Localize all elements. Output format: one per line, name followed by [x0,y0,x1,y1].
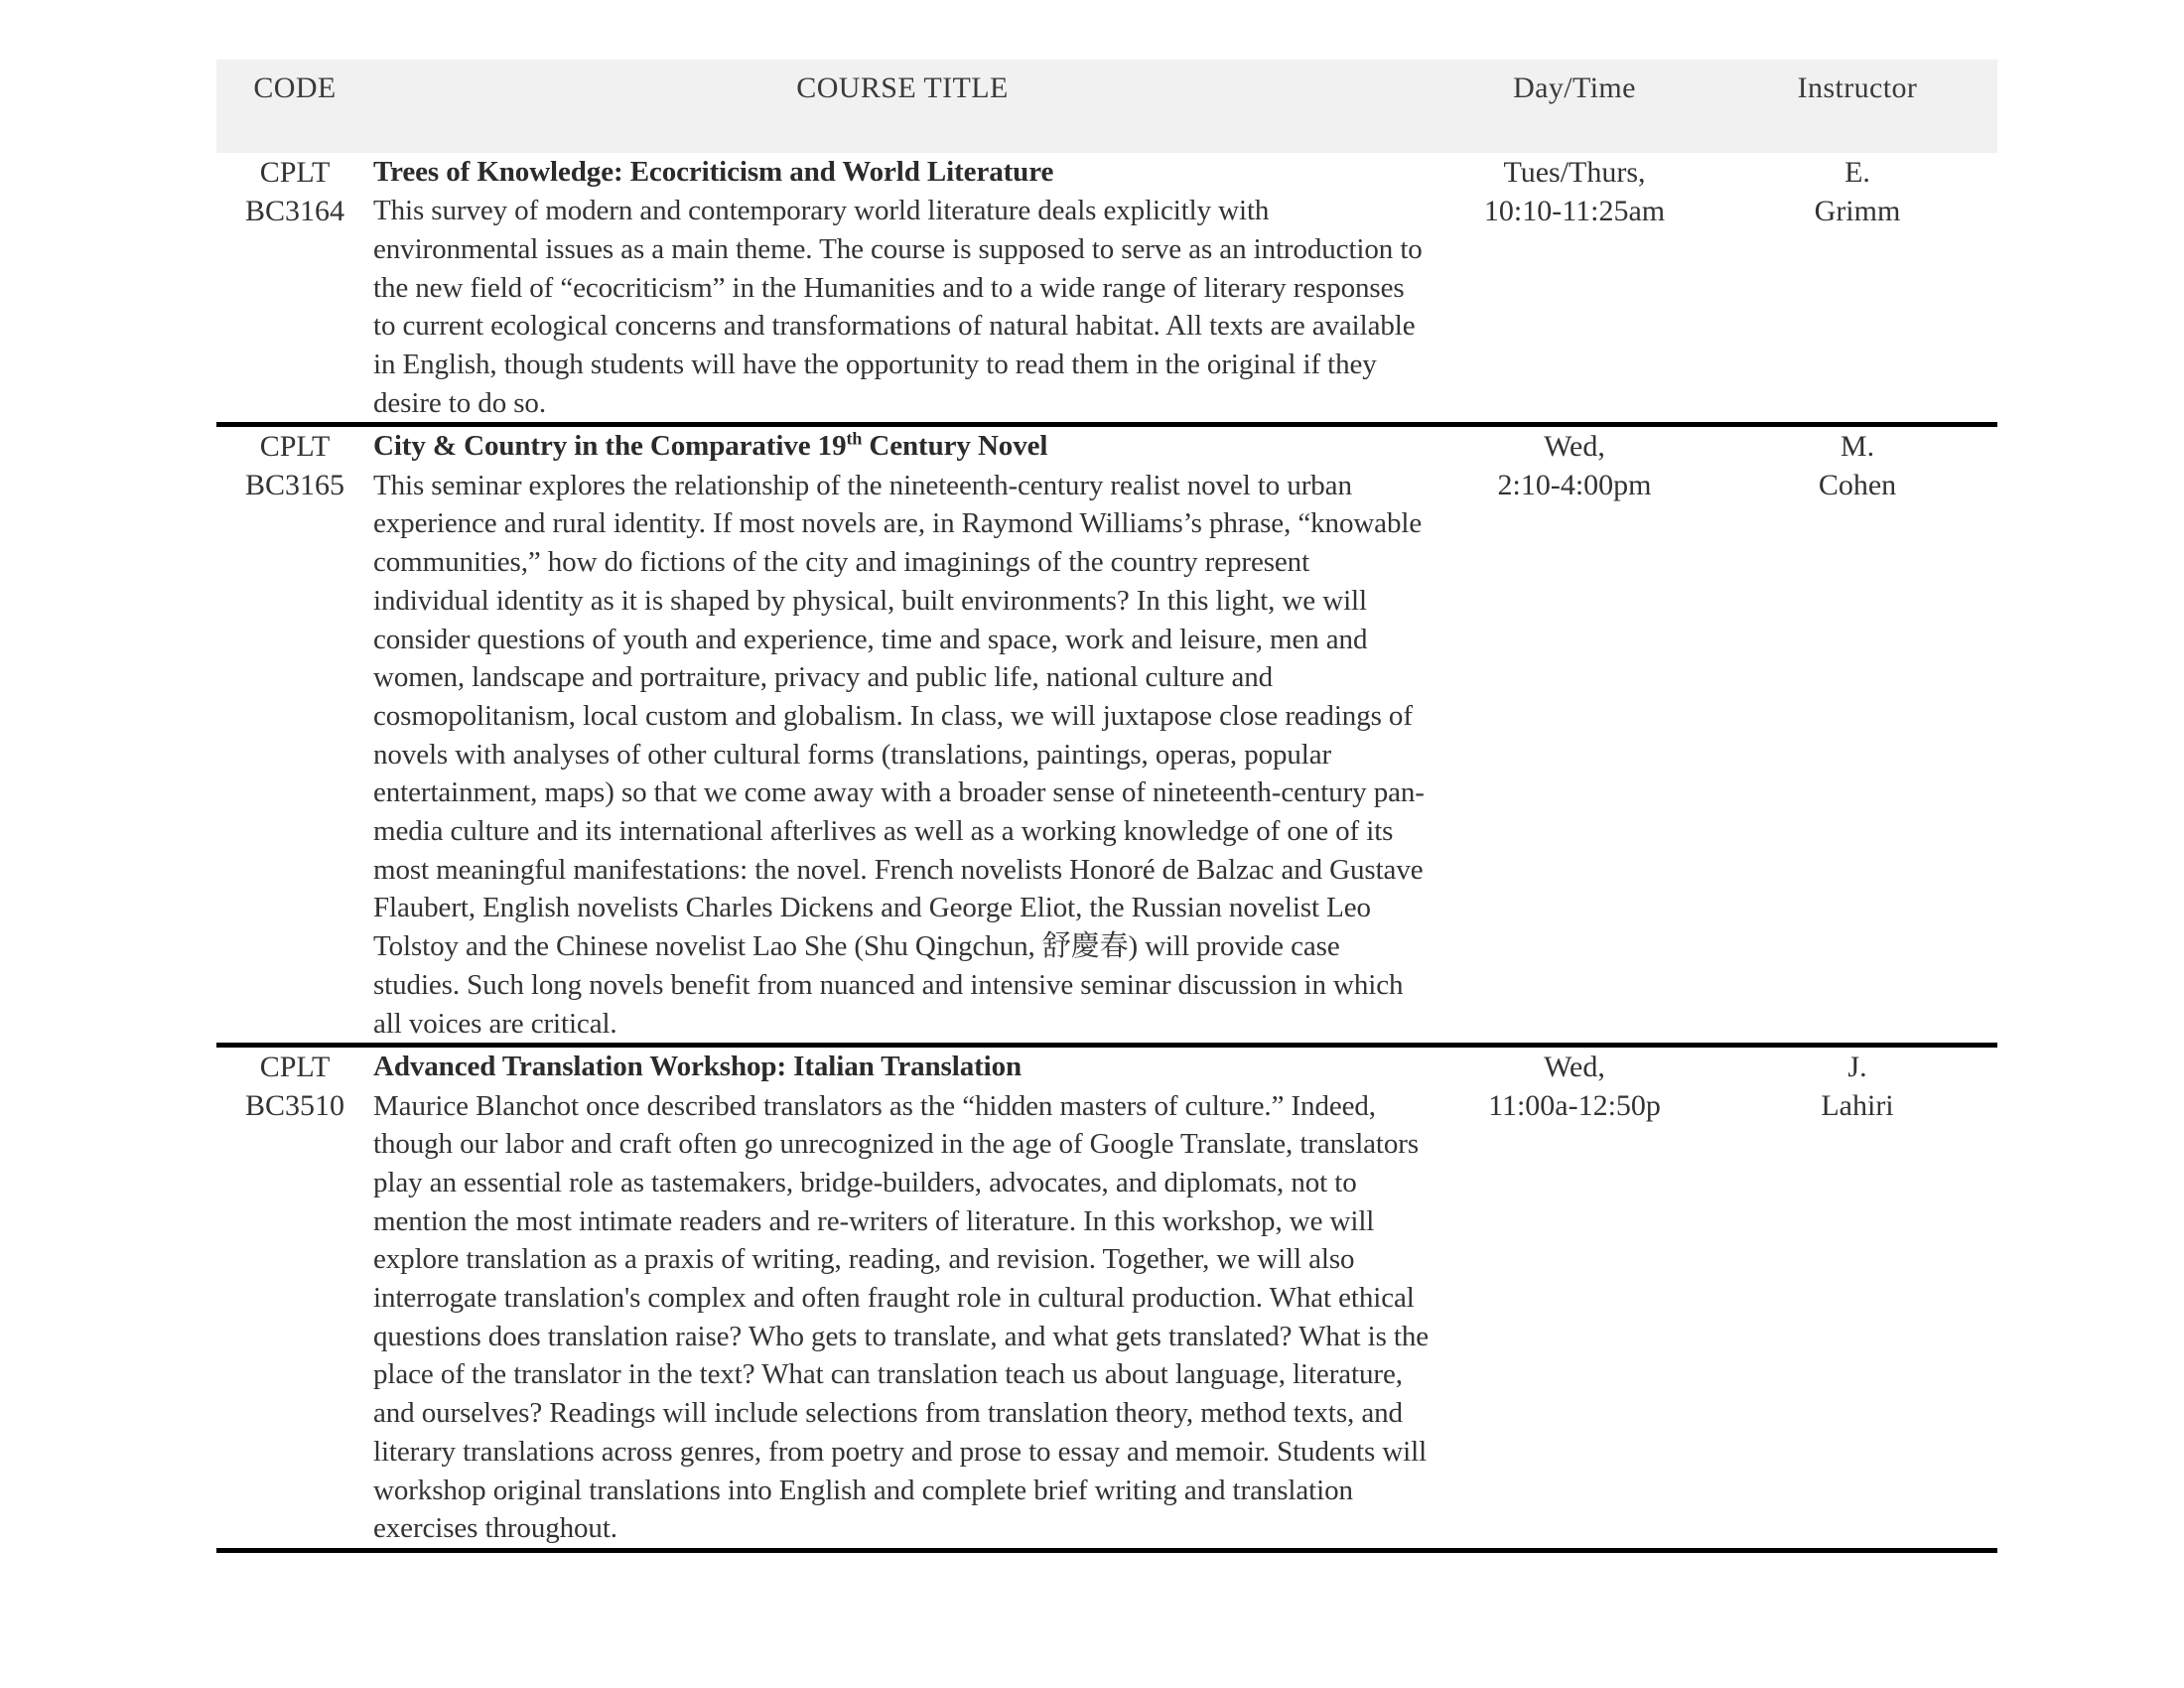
course-instructor-cell [1717,425,1997,1046]
course-title-cell [373,153,1432,425]
table-bottom-rule-title [373,1551,1432,1554]
table-header [216,60,1997,153]
course-code-prefix: CPLT [259,1051,331,1084]
course-day: Tues/Thurs, [1503,156,1646,189]
instructor-last-name: Grimm [1814,195,1901,227]
course-instructor-cell [1717,1046,1997,1551]
course-code-cell [216,425,373,1046]
column-header-instructor: Instructor [1797,71,1918,104]
table-row [216,425,1997,1046]
course-description: Maurice Blanchot once described translators as the “hidden masters of culture.” Indeed, though our labor and craft often go unrecognized in the age of Google Translate, translators play an essential role as tastemakers, bridge-builders, advocates, and diplomats, not to mention the most intimate readers and re-writers of literature. In this workshop, we will explore translation as a praxis of writing, reading, and revision. Together, we will also interrogate translation's complex and often fraught role in cultural production. What ethical questions does translation raise? Who gets to translate, and what gets translated? What is the place of the translator in the text? What can translation teach us about language, literature, and ourselves? Readings will include selections from translation theory, method texts, and literary translations across genres, from poetry and prose to essay and memoir. Students will workshop original translations into English and complete brief writing and translation exercises throughout. [373,1089,1430,1545]
course-description: This seminar explores the relationship of the nineteenth-century realist novel to urban experience and rural identity. If most novels are, in Raymond Williams’s phrase, “knowable communities,” how do fictions of the city and imaginings of the country represent individual identity as it is shaped by physical, built environments? In this light, we will consider questions of youth and experience, time and space, work and leisure, men and women, landscape and portraiture, privacy and public life, national culture and cosmopolitanism, local custom and globalism. In class, we will juxtapose close readings of novels with analyses of other cultural forms (translations, paintings, operas, popular entertainment, maps) so that we come away with a broader sense of nineteenth-century pan-media culture and its international afterlives as well as a working knowledge of one of its most meaningful manifestations: the novel. French novelists Honoré de Balzac and Gustave Flaubert, English novelists Charles Dickens and George Eliot, the Russian novelist Leo Tolstoy and the Chinese novelist Lao She (Shu Qingchun, 舒慶春) will provide case studies. Such long novels benefit from nuanced and intensive seminar discussion in which all voices are critical. [373,469,1425,1040]
table-row [216,153,1997,425]
course-instructor-cell [1717,153,1997,425]
course-code-cell [216,153,373,425]
column-header-day-time: Day/Time [1513,71,1636,104]
table-bottom-rule [216,1551,1997,1554]
table-row [216,1046,1997,1551]
course-title-main: Advanced Translation Workshop: Italian Translation [373,1051,1023,1083]
course-title-tail: Century Novel [862,430,1048,463]
column-header-code: CODE [253,71,337,104]
course-title-superscript: th [846,428,863,449]
course-time: 11:00a-12:50p [1488,1089,1661,1123]
course-code-number: BC3510 [244,1089,345,1123]
table-bottom-rule-code [216,1551,373,1554]
course-day-time-cell [1432,425,1717,1046]
course-time: 2:10-4:00pm [1497,469,1652,502]
course-title-cell [373,1046,1432,1551]
table-body [216,153,1997,1553]
instructor-first-initial: M. [1840,430,1875,464]
table-bottom-rule-instructor [1717,1551,1997,1554]
instructor-last-name: Lahiri [1821,1089,1894,1123]
course-title [373,153,1432,191]
course-time: 10:10-11:25am [1483,195,1666,227]
course-description: This survey of modern and contemporary world literature deals explicitly with environmental issues as a main theme. The course is supposed to serve as an introduction to the new field of “ecocriticism” in the Humanities and to a wide range of literary responses to current ecological concerns and transformations of natural habitat. All texts are available in English, though students will have the opportunity to read them in the original if they desire to do so. [373,195,1423,419]
course-code-number: BC3164 [244,195,345,227]
course-code-number: BC3165 [244,469,345,502]
instructor-last-name: Cohen [1818,469,1897,502]
table-header-row [216,60,1997,153]
course-code-prefix: CPLT [259,430,331,464]
table-bottom-rule-day [1432,1551,1717,1554]
course-title-cell [373,425,1432,1046]
course-code-cell [216,1046,373,1551]
course-day-time-cell [1432,1046,1717,1551]
course-title-main: Trees of Knowledge: Ecocriticism and World Literature [373,156,1054,188]
course-title [373,1048,1432,1085]
instructor-first-initial: E. [1844,156,1870,189]
course-listing-table [216,60,1997,1553]
course-day: Wed, [1544,1051,1605,1084]
course-title [373,427,1432,465]
course-day-time-cell [1432,153,1717,425]
course-day: Wed, [1544,430,1605,464]
course-code-prefix: CPLT [259,156,331,189]
course-title-main: City & Country in the Comparative 19 [373,430,847,463]
column-header-course-title: COURSE TITLE [796,71,1009,104]
instructor-first-initial: J. [1847,1051,1867,1084]
